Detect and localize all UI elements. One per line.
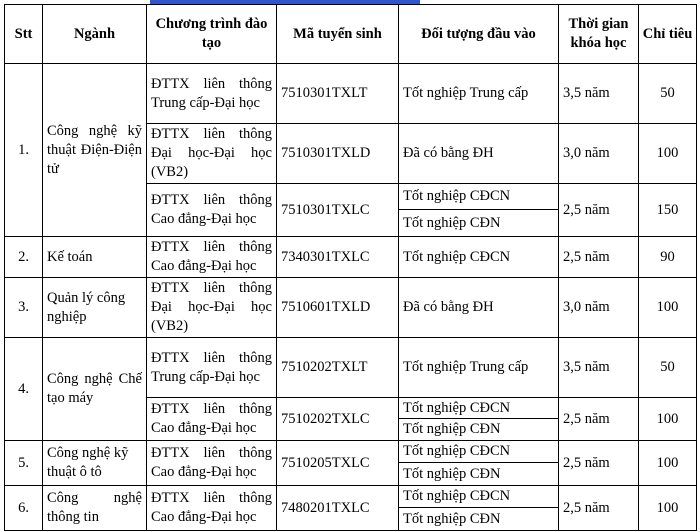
quota-cell: 150 bbox=[639, 184, 697, 237]
program-cell: ĐTTX liên thông Trung cấp-Đại học bbox=[147, 64, 277, 124]
stt-cell: 2. bbox=[5, 237, 43, 278]
duration-cell: 2,5 năm bbox=[559, 237, 639, 278]
nganh-cell: Công nghệ kỹ thuật ô tô bbox=[43, 441, 147, 486]
entry-cell bbox=[399, 184, 559, 237]
program-cell: ĐTTX liên thông Đại học-Đại học (VB2) bbox=[147, 124, 277, 184]
entry-option: Tốt nghiệp CĐN bbox=[403, 510, 501, 527]
header-stt: Stt bbox=[5, 5, 43, 64]
entry-cell bbox=[399, 398, 559, 441]
quota-cell: 90 bbox=[639, 237, 697, 278]
nganh-cell: Kế toán bbox=[43, 237, 147, 278]
code-cell: 7480201TXLC bbox=[277, 486, 399, 531]
entry-cell: Tốt nghiệp CĐCN bbox=[399, 237, 559, 278]
quota-cell: 100 bbox=[639, 441, 697, 486]
duration-cell: 2,5 năm bbox=[559, 486, 639, 531]
table-row bbox=[5, 486, 697, 531]
quota-cell: 50 bbox=[639, 64, 697, 124]
program-cell: ĐTTX liên thông Cao đẳng-Đại học bbox=[147, 398, 277, 441]
quota-cell: 100 bbox=[639, 398, 697, 441]
code-cell: 7510301TXLD bbox=[277, 124, 399, 184]
stt-cell: 6. bbox=[5, 486, 43, 531]
program-cell: ĐTTX liên thông Cao đẳng-Đại học bbox=[147, 486, 277, 531]
program-cell: ĐTTX liên thông Trung cấp-Đại học bbox=[147, 338, 277, 398]
table-row bbox=[5, 338, 697, 398]
nganh-cell: Công nghệ kỹ thuật Điện-Điện tử bbox=[43, 64, 147, 237]
table-row bbox=[5, 237, 697, 278]
entry-cell bbox=[399, 441, 559, 486]
code-cell: 7510601TXLD bbox=[277, 278, 399, 338]
stt-cell: 3. bbox=[5, 278, 43, 338]
nganh-cell: Công nghệ Chế tạo máy bbox=[43, 338, 147, 441]
duration-cell: 3,0 năm bbox=[559, 278, 639, 338]
header-nganh: Ngành bbox=[43, 5, 147, 64]
stt-cell: 1. bbox=[5, 64, 43, 237]
header-row bbox=[5, 5, 697, 64]
header-chuong-trinh: Chương trình đào tạo bbox=[147, 5, 277, 64]
entry-cell bbox=[399, 486, 559, 531]
quota-cell: 100 bbox=[639, 278, 697, 338]
entry-option: Tốt nghiệp CĐN bbox=[403, 214, 501, 231]
header-ma-tuyen-sinh: Mã tuyển sinh bbox=[277, 5, 399, 64]
entry-option: Tốt nghiệp CĐCN bbox=[399, 184, 558, 210]
duration-cell: 2,5 năm bbox=[559, 184, 639, 237]
entry-option: Tốt nghiệp CĐCN bbox=[399, 486, 558, 508]
program-cell: ĐTTX liên thông Cao đẳng-Đại học bbox=[147, 237, 277, 278]
code-cell: 7510301TXLT bbox=[277, 64, 399, 124]
header-thoi-gian: Thời gian khóa học bbox=[559, 5, 639, 64]
entry-option: Tốt nghiệp CĐCN bbox=[399, 441, 558, 463]
duration-cell: 3,5 năm bbox=[559, 64, 639, 124]
entry-cell: Tốt nghiệp Trung cấp bbox=[399, 338, 559, 398]
stt-cell: 5. bbox=[5, 441, 43, 486]
duration-cell: 3,5 năm bbox=[559, 338, 639, 398]
program-cell: ĐTTX liên thông Đại học-Đại học (VB2) bbox=[147, 278, 277, 338]
program-cell: ĐTTX liên thông Cao đẳng-Đại học bbox=[147, 441, 277, 486]
table-row bbox=[5, 278, 697, 338]
quota-cell: 100 bbox=[639, 486, 697, 531]
nganh-cell: Quản lý công nghiệp bbox=[43, 278, 147, 338]
duration-cell: 2,5 năm bbox=[559, 441, 639, 486]
duration-cell: 3,0 năm bbox=[559, 124, 639, 184]
entry-option: Tốt nghiệp CĐN bbox=[403, 465, 501, 482]
stt-cell: 4. bbox=[5, 338, 43, 441]
header-doi-tuong: Đối tượng đầu vào bbox=[399, 5, 559, 64]
entry-option: Tốt nghiệp CĐCN bbox=[399, 398, 558, 419]
code-cell: 7340301TXLC bbox=[277, 237, 399, 278]
duration-cell: 2,5 năm bbox=[559, 398, 639, 441]
table-row bbox=[5, 441, 697, 486]
code-cell: 7510202TXLC bbox=[277, 398, 399, 441]
quota-cell: 50 bbox=[639, 338, 697, 398]
entry-option: Tốt nghiệp CĐN bbox=[403, 421, 501, 437]
code-cell: 7510301TXLC bbox=[277, 184, 399, 237]
quota-cell: 100 bbox=[639, 124, 697, 184]
entry-cell: Tốt nghiệp Trung cấp bbox=[399, 64, 559, 124]
table-row bbox=[5, 64, 697, 124]
header-chi-tieu: Chỉ tiêu bbox=[639, 5, 697, 64]
entry-cell: Đã có bằng ĐH bbox=[399, 124, 559, 184]
program-cell: ĐTTX liên thông Cao đẳng-Đại học bbox=[147, 184, 277, 237]
admissions-table bbox=[4, 4, 697, 531]
entry-cell: Đã có bằng ĐH bbox=[399, 278, 559, 338]
code-cell: 7510202TXLT bbox=[277, 338, 399, 398]
nganh-cell: Công nghệ thông tin bbox=[43, 486, 147, 531]
code-cell: 7510205TXLC bbox=[277, 441, 399, 486]
